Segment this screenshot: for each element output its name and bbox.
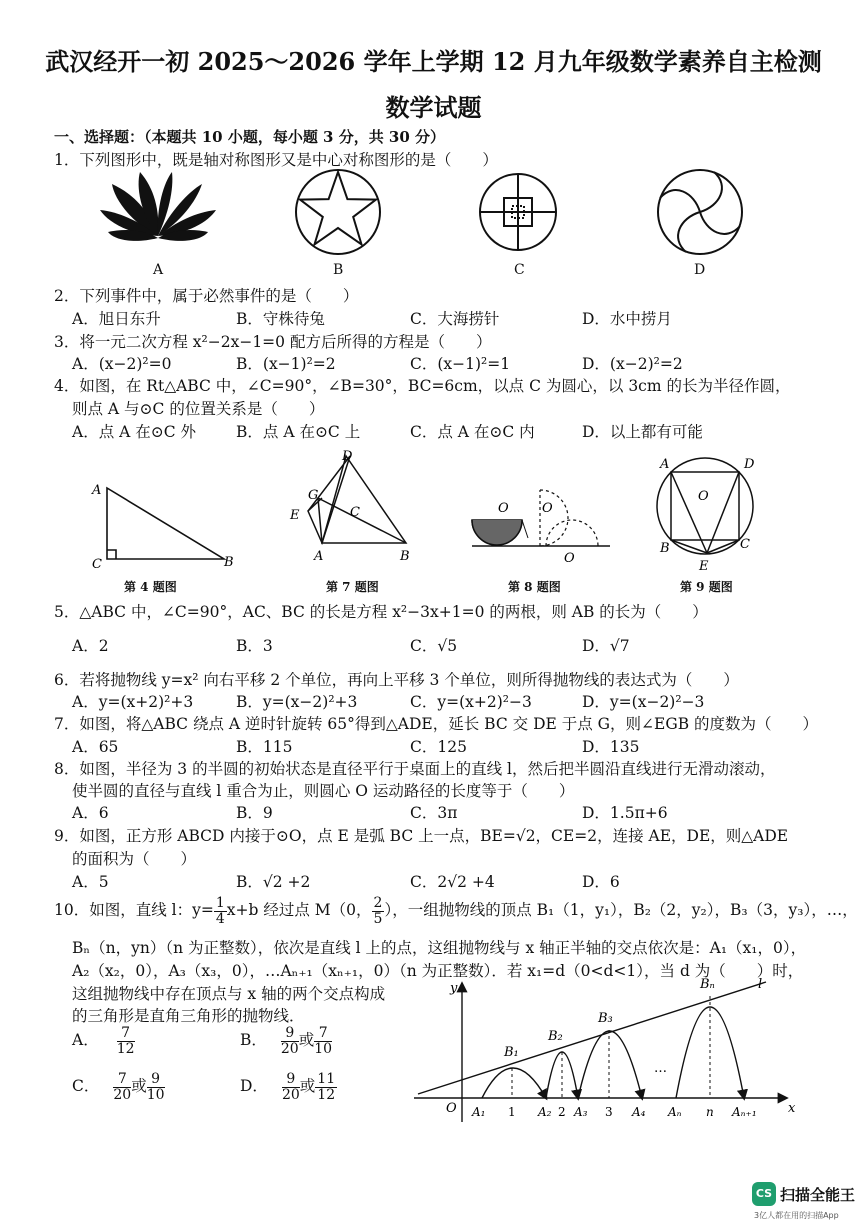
fig7-label-e: E bbox=[290, 508, 300, 523]
fig10-label-l: l bbox=[758, 977, 763, 992]
q6-option-d: D．y=(x−2)²−3 bbox=[582, 693, 705, 711]
q8-stem-line1: 8．如图，半径为 3 的半圆的初始状态是直径平行于桌面上的直线 l，然后把半圆沿直线进行无滑动滚动， bbox=[54, 760, 776, 778]
q6-option-c: C．y=(x+2)²−3 bbox=[410, 693, 532, 711]
q7-option-d: D．135 bbox=[582, 738, 640, 756]
q10-stem-line5: 的三角形是直角三角形的抛物线． bbox=[72, 1007, 305, 1025]
fig8-label-o3: O bbox=[564, 551, 575, 566]
brand-name: 扫描全能王 bbox=[780, 1186, 856, 1204]
q10-option-c-frac2 bbox=[147, 1072, 165, 1102]
q10-option-c-d1: 20 bbox=[113, 1086, 132, 1103]
q10-stem-c: ），一组抛物线的顶点 B₁（1，y₁），B₂（2，y₂），B₃（3，y₃），…， bbox=[384, 901, 858, 920]
q10-option-c-d2: 10 bbox=[146, 1086, 165, 1103]
q10-option-d-label: D． bbox=[240, 1077, 268, 1096]
q10-option-d-frac1 bbox=[282, 1072, 300, 1102]
q4-stem-line1: 4．如图，在 Rt△ABC 中，∠C=90°，∠B=30°，BC=6cm，以点 C 为圆心，以 3cm 的长为半径作圆， bbox=[54, 377, 791, 395]
q9-stem-line1: 9．如图，正方形 ABCD 内接于⊙O，点 E 是弧 BC 上一点，BE=√2，CE=2，连接 AE，DE，则△ADE bbox=[54, 827, 789, 845]
q10-option-b-or: 或 bbox=[298, 1031, 315, 1050]
exam-title: 武汉经开一初 2025～2026 学年上学期 12 月九年级数学素养自主检测 bbox=[45, 47, 822, 76]
q7-option-c: C．125 bbox=[410, 738, 467, 756]
q10-option-b-n1: 9 bbox=[281, 1026, 299, 1042]
q10-stem-b: x+b 经过点 M（0， bbox=[226, 901, 372, 920]
fig7-triangles bbox=[308, 456, 406, 543]
q6-option-b: B．y=(x−2)²+3 bbox=[236, 693, 358, 711]
fig9-inscribed-square bbox=[657, 458, 753, 554]
fig10-tick-1: 1 bbox=[508, 1105, 516, 1119]
q1-label-b: B bbox=[333, 262, 344, 278]
q10-m-num: 2 bbox=[373, 895, 383, 911]
q10-option-a-label: A． bbox=[72, 1031, 99, 1050]
figures-row bbox=[80, 446, 860, 576]
q3-option-d: D．(x−2)²=2 bbox=[582, 355, 683, 373]
q10-option-d-n2: 11 bbox=[317, 1071, 336, 1087]
q10-option-c-label: C． bbox=[72, 1077, 100, 1096]
q4-option-c: C．点 A 在⊙C 内 bbox=[410, 423, 535, 441]
fig10-tick-2: 2 bbox=[558, 1105, 566, 1119]
fig10-tick-3: 3 bbox=[605, 1105, 613, 1119]
q10-option-d-d2: 12 bbox=[317, 1086, 336, 1103]
q10-option-b-frac2 bbox=[314, 1026, 332, 1056]
fig9-label-o: O bbox=[698, 489, 709, 504]
q5-option-b: B．3 bbox=[236, 637, 273, 655]
q10-option-d-frac2 bbox=[315, 1072, 337, 1102]
q10-option-c-or: 或 bbox=[131, 1077, 147, 1096]
q10-option-b-frac1 bbox=[281, 1026, 299, 1056]
q3-option-c: C．(x−1)²=1 bbox=[410, 355, 511, 373]
q2-option-c: C．大海捞针 bbox=[410, 310, 500, 328]
fig7-label-d: D bbox=[342, 449, 353, 464]
q3-option-b: B．(x−1)²=2 bbox=[236, 355, 336, 373]
fig7-label-a: A bbox=[314, 549, 324, 564]
fig10-label-a1: A₁ bbox=[472, 1105, 486, 1119]
q10-slope-den: 4 bbox=[215, 910, 225, 927]
q10-stem-a: 10．如图，直线 l：y= bbox=[54, 901, 214, 920]
q10-stem-line4: 这组抛物线中存在顶点与 x 轴的两个交点构成 bbox=[72, 985, 386, 1003]
fig10-label-x: x bbox=[788, 1101, 796, 1116]
q10-slope-num: 1 bbox=[215, 895, 225, 911]
q4-stem-line2: 则点 A 与⊙C 的位置关系是（ ） bbox=[72, 400, 325, 418]
q5-stem: 5．△ABC 中，∠C=90°，AC、BC 的长是方程 x²−3x+1=0 的两根，则 AB 的长为（ ） bbox=[54, 603, 708, 621]
q1-label-d: D bbox=[694, 262, 706, 278]
fig10-label-a4: A₄ bbox=[632, 1105, 646, 1119]
fig10-parabola-3 bbox=[578, 1031, 642, 1098]
fig4-caption: 第 4 题图 bbox=[124, 580, 177, 594]
q5-option-d: D．√7 bbox=[582, 637, 630, 655]
q3-stem: 3．将一元二次方程 x²−2x−1=0 配方后所得的方程是（ ） bbox=[54, 333, 492, 351]
q5-option-c: C．√5 bbox=[410, 637, 458, 655]
q1-coin-figure bbox=[480, 174, 556, 250]
q8-option-c: C．3π bbox=[410, 804, 458, 822]
fig4-triangle bbox=[107, 488, 224, 559]
fig10-dots: … bbox=[654, 1061, 667, 1076]
fig10-label-b3: B₃ bbox=[598, 1011, 613, 1026]
q8-option-a: A．6 bbox=[72, 804, 109, 822]
fig8-semicircles bbox=[472, 490, 610, 546]
fig7-caption: 第 7 题图 bbox=[326, 580, 379, 594]
fig7-label-c: C bbox=[350, 505, 360, 520]
q10-option-b-label: B． bbox=[240, 1031, 267, 1050]
q9-option-d: D．6 bbox=[582, 873, 620, 891]
fig9-label-c: C bbox=[740, 537, 750, 552]
fig9-label-b: B bbox=[660, 541, 670, 556]
q2-option-b: B．守株待兔 bbox=[236, 310, 325, 328]
fig10-label-bn: Bₙ bbox=[700, 977, 715, 992]
brand-tagline: 3亿人都在用的扫描App bbox=[754, 1211, 839, 1220]
q9-option-b: B．√2 +2 bbox=[236, 873, 311, 891]
fig10-label-b2: B₂ bbox=[548, 1029, 563, 1044]
q7-option-b: B．115 bbox=[236, 738, 293, 756]
q1-star-figure bbox=[296, 170, 380, 254]
fig10-parabolas bbox=[414, 976, 804, 1126]
q4-option-a: A．点 A 在⊙C 外 bbox=[72, 423, 197, 441]
fig10-label-o: O bbox=[446, 1101, 457, 1116]
fig8-label-o1: O bbox=[498, 501, 509, 516]
q10-option-c-frac1 bbox=[113, 1072, 131, 1102]
q10-stem-line2: Bₙ（n，yn）（n 为正整数），依次是直线 l 上的点，这组抛物线与 x 轴正半轴的交点依次是：A₁（x₁，0）， bbox=[72, 939, 807, 957]
q10-option-c bbox=[72, 1072, 165, 1102]
q3-option-a: A．(x−2)²=0 bbox=[72, 355, 172, 373]
q10-option-a-den: 12 bbox=[116, 1040, 135, 1057]
q10-option-d bbox=[240, 1072, 337, 1102]
q4-option-d: D．以上都有可能 bbox=[582, 423, 703, 441]
q10-stem-line3: A₂（x₂，0），A₃（x₃，0），…Aₙ₊₁（xₙ₊₁，0）（n 为正整数）．若 x₁=d（0<d<1），当 d 为（ ）时， bbox=[72, 962, 804, 980]
fig10-label-an: Aₙ bbox=[668, 1105, 682, 1119]
fig9-label-d: D bbox=[744, 457, 755, 472]
q10-option-a-frac bbox=[117, 1026, 135, 1056]
q2-option-a: A．旭日东升 bbox=[72, 310, 161, 328]
q1-swirl-figure bbox=[658, 170, 742, 254]
q1-label-c: C bbox=[514, 262, 525, 278]
fig10-line-l bbox=[418, 982, 766, 1094]
q10-m-den: 5 bbox=[373, 910, 383, 927]
fig10-label-a2: A₂ bbox=[538, 1105, 552, 1119]
q1-fan-figure bbox=[100, 172, 216, 241]
exam-subtitle: 数学试题 bbox=[385, 93, 482, 122]
fig10-label-an1: Aₙ₊₁ bbox=[732, 1105, 757, 1119]
q8-stem-line2: 使半圆的直径与直线 l 重合为止，则圆心 O 运动路径的长度等于（ ） bbox=[72, 782, 575, 800]
q10-option-d-n1: 9 bbox=[282, 1072, 300, 1088]
q10-stem-line1 bbox=[54, 896, 858, 926]
q10-slope-fraction bbox=[214, 896, 227, 926]
fig8-caption: 第 8 题图 bbox=[508, 580, 561, 594]
fig4-label-a: A bbox=[92, 483, 102, 498]
fig10-label-a3: A₃ bbox=[574, 1105, 588, 1119]
q6-option-a: A．y=(x+2)²+3 bbox=[72, 693, 194, 711]
q10-option-b-n2: 7 bbox=[314, 1026, 332, 1042]
fig10-label-y: y bbox=[450, 981, 458, 996]
scanner-watermark bbox=[752, 1176, 862, 1222]
q10-option-d-or: 或 bbox=[299, 1077, 316, 1096]
q8-option-d: D．1.5π+6 bbox=[582, 804, 668, 822]
q2-stem: 2．下列事件中，属于必然事件的是（ ） bbox=[54, 287, 359, 305]
q9-option-c: C．2√2 +4 bbox=[410, 873, 495, 891]
q4-option-b: B．点 A 在⊙C 上 bbox=[236, 423, 361, 441]
q9-option-a: A．5 bbox=[72, 873, 109, 891]
q6-stem: 6．若将抛物线 y=x² 向右平移 2 个单位，再向上平移 3 个单位，则所得抛物线的表达式为（ ） bbox=[54, 671, 739, 689]
q7-stem: 7．如图，将△ABC 绕点 A 逆时针旋转 65°得到△ADE，延长 BC 交 DE 于点 G，则∠EGB 的度数为（ ） bbox=[54, 715, 819, 733]
q1-stem: 1．下列图形中，既是轴对称图形又是中心对称图形的是（ ） bbox=[54, 151, 498, 169]
q10-option-b-d1: 20 bbox=[280, 1040, 299, 1057]
fig8-label-o2: O bbox=[542, 501, 553, 516]
cs-badge: CS bbox=[752, 1182, 776, 1206]
fig9-label-e: E bbox=[699, 559, 709, 574]
q10-option-c-n1: 7 bbox=[113, 1072, 131, 1088]
q10-option-a bbox=[72, 1026, 135, 1056]
fig10-parabola-1 bbox=[482, 1068, 546, 1098]
q1-label-a: A bbox=[153, 262, 164, 278]
fig9-label-a: A bbox=[660, 457, 670, 472]
q10-option-b-d2: 10 bbox=[314, 1040, 333, 1057]
fig4-label-c: C bbox=[92, 557, 102, 572]
q10-m-fraction bbox=[372, 896, 385, 926]
fig9-caption: 第 9 题图 bbox=[680, 580, 733, 594]
fig10-label-b1: B₁ bbox=[504, 1045, 519, 1060]
section-heading: 一、选择题：（本题共 10 小题，每小题 3 分，共 30 分） bbox=[54, 128, 446, 146]
fig10-tick-n: n bbox=[706, 1105, 714, 1119]
q10-option-b bbox=[240, 1026, 332, 1056]
fig4-label-b: B bbox=[224, 555, 234, 570]
fig7-label-g: G bbox=[308, 488, 319, 503]
q5-option-a: A．2 bbox=[72, 637, 109, 655]
q7-option-a: A．65 bbox=[72, 738, 119, 756]
q10-option-a-num: 7 bbox=[117, 1026, 135, 1042]
q8-option-b: B．9 bbox=[236, 804, 273, 822]
q9-stem-line2: 的面积为（ ） bbox=[72, 850, 197, 868]
fig7-label-b: B bbox=[400, 549, 410, 564]
q2-option-d: D．水中捞月 bbox=[582, 310, 672, 328]
q10-option-d-d1: 20 bbox=[281, 1086, 300, 1103]
q10-option-c-n2: 9 bbox=[147, 1072, 165, 1088]
